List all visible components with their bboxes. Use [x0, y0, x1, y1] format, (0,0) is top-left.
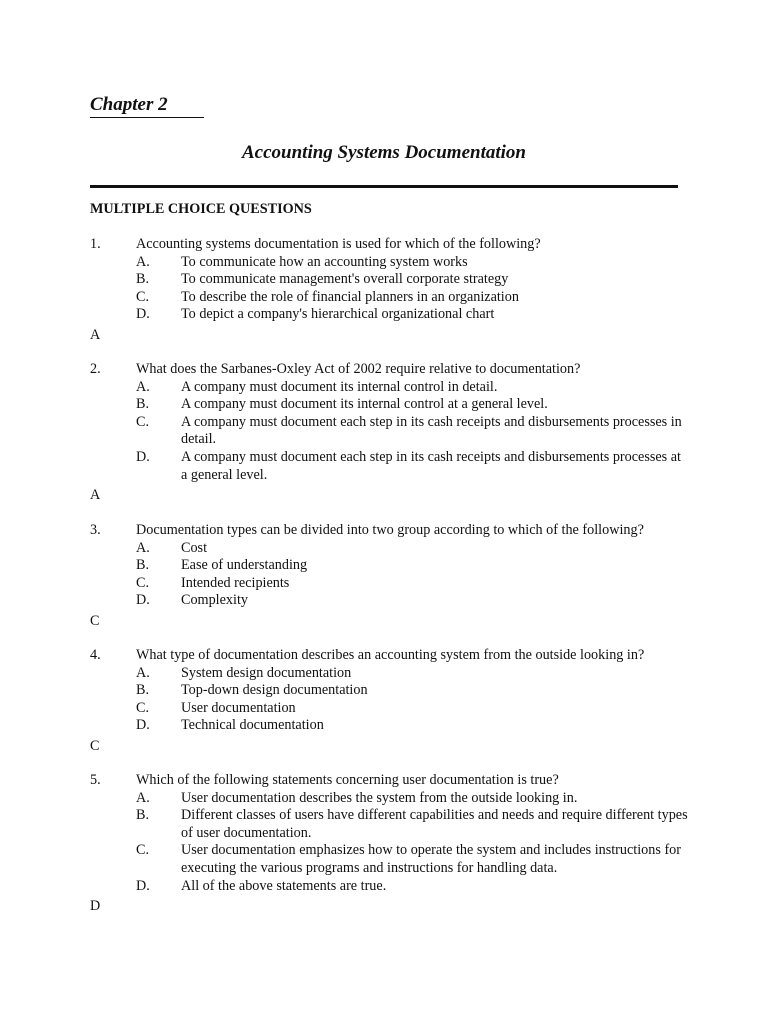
option-d [90, 592, 690, 610]
option-letter: A. [136, 253, 150, 270]
chapter-label: Chapter 2 [90, 94, 168, 115]
option-text: A company must document each step in its cash receipts and disbursements processes in detail. [181, 413, 682, 448]
option-c [90, 842, 690, 877]
option-letter: A. [136, 789, 150, 806]
question-2 [90, 361, 690, 505]
option-letter: D. [136, 306, 150, 323]
option-text: System design documentation [181, 664, 352, 681]
option-b [90, 682, 690, 700]
section-heading: MULTIPLE CHOICE QUESTIONS [90, 201, 312, 217]
option-c [90, 289, 690, 307]
option-c [90, 700, 690, 718]
question-stem [90, 236, 690, 254]
option-d [90, 306, 690, 324]
option-text: A company must document each step in its cash receipts and disbursements processes at a general level. [181, 448, 681, 483]
option-d [90, 449, 690, 484]
option-d [90, 878, 690, 896]
option-c [90, 414, 690, 449]
option-text: To communicate how an accounting system works [181, 253, 468, 270]
question-text: What does the Sarbanes-Oxley Act of 2002 require relative to documentation? [136, 361, 581, 377]
question-text: Accounting systems documentation is used for which of the following? [136, 236, 541, 252]
question-1 [90, 236, 690, 345]
question-number: 4. [90, 647, 101, 663]
option-a [90, 540, 690, 558]
option-a [90, 254, 690, 272]
option-text: Top-down design documentation [181, 682, 368, 699]
question-text: Which of the following statements concerning user documentation is true? [136, 772, 559, 788]
option-b [90, 396, 690, 414]
answer-key: A [90, 487, 101, 504]
option-b [90, 557, 690, 575]
question-stem [90, 522, 690, 540]
option-text: To depict a company's hierarchical organizational chart [181, 306, 495, 323]
option-text: Ease of understanding [181, 557, 308, 574]
option-letter: B. [136, 271, 150, 288]
option-a [90, 379, 690, 397]
option-text: User documentation [181, 699, 296, 716]
option-text: To describe the role of financial planners in an organization [181, 288, 519, 305]
option-letter: D. [136, 877, 150, 894]
question-5 [90, 772, 690, 916]
option-letter: B. [136, 557, 150, 574]
option-letter: D. [136, 717, 150, 734]
option-letter: A. [136, 539, 150, 556]
option-letter: A. [136, 378, 150, 395]
option-letter: C. [136, 288, 150, 305]
chapter-underline [90, 117, 204, 118]
option-text: User documentation describes the system from the outside looking in. [181, 789, 578, 806]
option-letter: A. [136, 664, 150, 681]
question-number: 1. [90, 236, 101, 252]
answer-key: A [90, 326, 101, 343]
option-letter: D. [136, 448, 150, 465]
option-letter: C. [136, 413, 150, 430]
option-text: Complexity [181, 592, 248, 609]
option-text: A company must document its internal control at a general level. [181, 396, 548, 413]
answer-key: C [90, 612, 100, 629]
option-letter: B. [136, 682, 150, 699]
option-a [90, 665, 690, 683]
option-text: Intended recipients [181, 574, 290, 591]
document-title: Accounting Systems Documentation [242, 142, 526, 163]
question-text: Documentation types can be divided into two group according to which of the following? [136, 522, 644, 538]
option-c [90, 575, 690, 593]
option-text: A company must document its internal control in detail. [181, 378, 498, 395]
option-text: All of the above statements are true. [181, 877, 387, 894]
question-number: 5. [90, 772, 101, 788]
answer-key: C [90, 737, 100, 754]
option-text: Cost [181, 539, 208, 556]
title-divider [90, 185, 678, 188]
question-stem [90, 647, 690, 665]
option-letter: C. [136, 574, 150, 591]
option-letter: C. [136, 699, 150, 716]
option-letter: D. [136, 592, 150, 609]
option-text: Technical documentation [181, 717, 324, 734]
question-3 [90, 522, 690, 631]
option-letter: B. [136, 807, 150, 824]
option-text: User documentation emphasizes how to operate the system and includes instructions for executing the various programs and instructions for handling data. [181, 842, 681, 876]
question-4 [90, 647, 690, 756]
option-letter: C. [136, 842, 150, 859]
question-number: 2. [90, 361, 101, 377]
question-stem [90, 361, 690, 379]
option-letter: B. [136, 396, 150, 413]
option-text: Different classes of users have different capabilities and needs and require different types of user documentation. [181, 807, 688, 841]
answer-key: D [90, 898, 101, 915]
question-text: What type of documentation describes an accounting system from the outside looking in? [136, 647, 645, 663]
question-stem [90, 772, 690, 790]
option-text: To communicate management's overall corporate strategy [181, 271, 509, 288]
question-number: 3. [90, 522, 101, 538]
option-b [90, 807, 690, 842]
option-a [90, 790, 690, 808]
option-d [90, 717, 690, 735]
option-b [90, 271, 690, 289]
